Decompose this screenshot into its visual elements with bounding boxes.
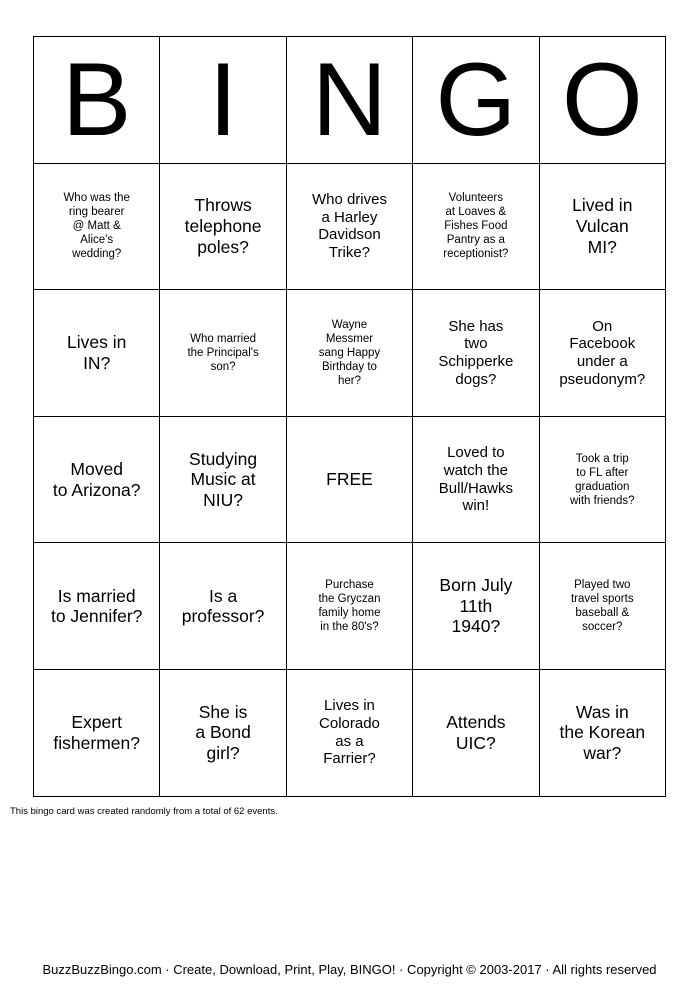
bingo-cell [539,290,665,417]
bingo-cell-text: On Facebook under a pseudonym? [559,317,646,388]
bingo-header-row [34,37,666,164]
bingo-row [34,669,666,796]
bingo-cell-text: Was in the Korean war? [559,701,646,764]
bingo-row [34,543,666,670]
bingo-cell-text: She is a Bond girl? [195,701,251,764]
bingo-cell-text: Lives in Colorado as a Farrier? [319,697,380,768]
bingo-cell-text: Loved to watch the Bull/Hawks win! [438,444,513,515]
bingo-cell-text: Is married to Jennifer? [50,585,143,627]
bingo-cell-text: Is a professor? [181,585,265,627]
header-letter-o: O [539,37,665,164]
bingo-cell-text: Attends UIC? [446,712,506,753]
bingo-cell [160,163,286,290]
bingo-cell [34,416,160,543]
bingo-cell-text: Moved to Arizona? [52,458,141,500]
bingo-cell-text: Lives in IN? [67,332,127,373]
bingo-cell [34,163,160,290]
bingo-card [33,36,666,797]
bingo-cell [539,416,665,543]
header-letter-i: I [160,37,286,164]
bingo-cell [413,416,539,543]
header-letter-g: G [413,37,539,164]
bingo-cell-text: Played two travel sports baseball & soccer? [570,579,634,634]
card-generation-note: This bingo card was created randomly from a total of 62 events. [10,806,278,817]
bingo-cell-text: Throws telephone poles? [184,195,262,257]
bingo-cell [34,290,160,417]
bingo-row [34,163,666,290]
bingo-cell-text: Who drives a Harley Davidson Trike? [311,191,387,262]
bingo-cell [34,543,160,670]
bingo-cell-text: Studying Music at NIU? [189,448,258,510]
bingo-cell [160,416,286,543]
bingo-cell [413,290,539,417]
bingo-row [34,290,666,417]
bingo-cell [286,543,412,670]
page-footer: BuzzBuzzBingo.com · Create, Download, Print, Play, BINGO! · Copyright © 2003-2017 · All rights reserved [42,962,657,977]
bingo-cell [539,163,665,290]
bingo-cell-text: She has two Schipperke dogs? [438,317,514,388]
bingo-cell-text: Took a trip to FL after graduation with friends? [570,452,635,507]
bingo-cell [413,543,539,670]
bingo-cell-text: Volunteers at Loaves & Fishes Food Pantry as a receptionist? [443,192,509,261]
bingo-cell [286,290,412,417]
bingo-cell [160,290,286,417]
bingo-cell-text: Wayne Messmer sang Happy Birthday to her? [318,318,381,387]
bingo-cell [413,669,539,796]
bingo-row [34,416,666,543]
bingo-cell [34,669,160,796]
bingo-cell [413,163,539,290]
bingo-cell-text: Lived in Vulcan MI? [572,195,633,257]
free-space-cell [286,416,412,543]
bingo-cell-text: Expert fishermen? [53,712,140,753]
bingo-cell [539,669,665,796]
bingo-cell [539,543,665,670]
bingo-cell [286,669,412,796]
bingo-cell-text: Who married the Principal's son? [187,332,259,373]
free-space-text: FREE [326,469,373,490]
bingo-cell-text: Who was the ring bearer @ Matt & Alice's wedding? [63,192,130,261]
bingo-cell-text: Purchase the Gryczan family home in the 80's? [318,579,381,634]
bingo-cell [286,163,412,290]
bingo-cell-text: Born July 11th 1940? [439,575,513,637]
bingo-cell [160,543,286,670]
header-letter-b: B [34,37,160,164]
bingo-cell [160,669,286,796]
header-letter-n: N [286,37,412,164]
